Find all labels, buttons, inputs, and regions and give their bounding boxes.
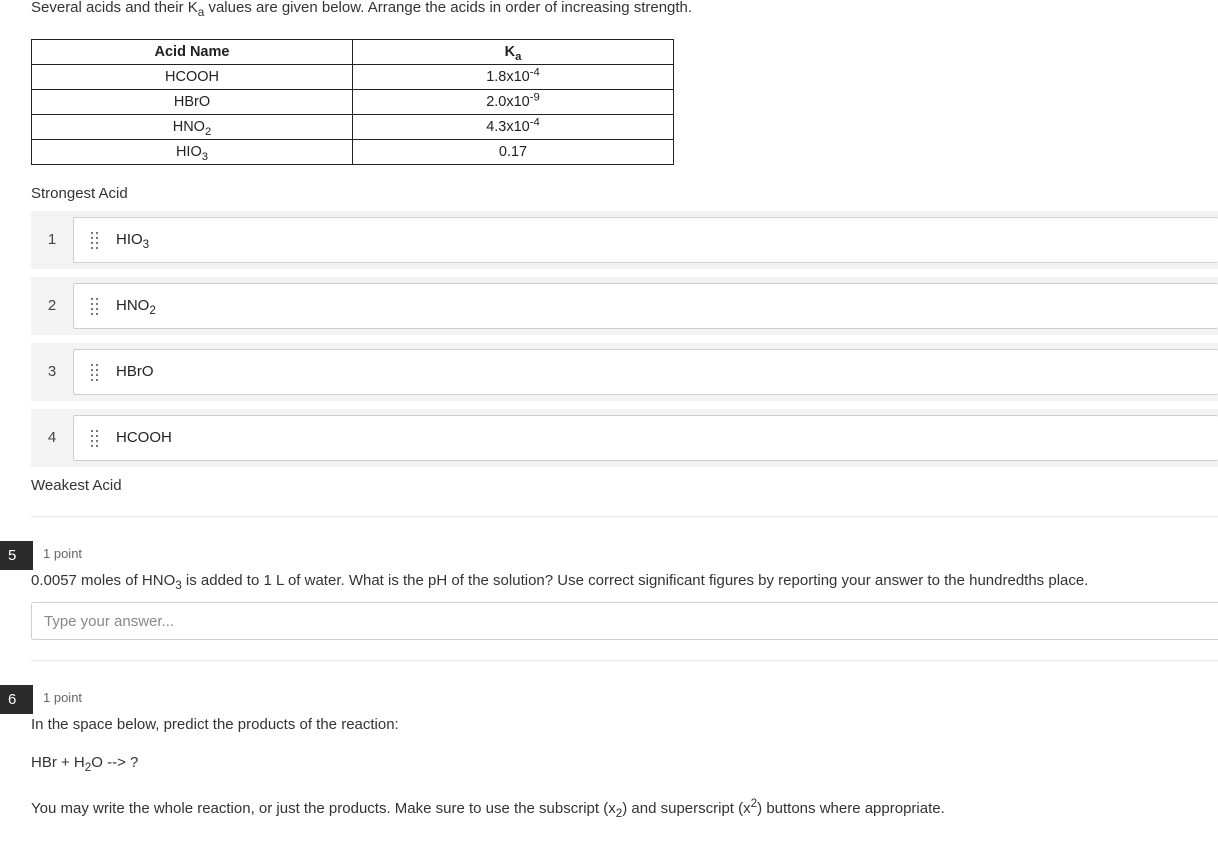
answer-input[interactable] — [31, 602, 1218, 640]
draggable-item-label: $HIO_3$ — [116, 231, 150, 252]
question-divider — [31, 660, 1218, 661]
question-intro: Several acids and their $K_a$ values are given below. Arrange the acids in order of increasing strength. — [31, 0, 693, 20]
ranking-row — [31, 343, 1218, 401]
drag-handle-icon[interactable] — [91, 364, 99, 380]
header-ka: $K_a$ — [353, 40, 674, 65]
draggable-item-hcooh[interactable] — [73, 415, 1218, 461]
question-divider — [31, 516, 1218, 517]
drag-handle-icon[interactable] — [91, 232, 99, 248]
ranking-row — [31, 277, 1218, 335]
table-row — [32, 90, 674, 115]
acid-name-cell: HCOOH — [32, 65, 353, 90]
draggable-item-hbro[interactable] — [73, 349, 1218, 395]
question-instructions: You may write the whole reaction, or just the products. Make sure to use the subscript $(x_2)$ and superscript $(x^2)$ buttons where appropriate. — [31, 797, 945, 821]
ranking-row — [31, 409, 1218, 467]
table-row — [32, 140, 674, 165]
ranking-row — [31, 211, 1218, 269]
question-text: In the space below, predict the products of the reaction: — [31, 716, 399, 733]
question-number-badge: 6 — [0, 685, 33, 714]
draggable-item-hio3[interactable] — [73, 217, 1218, 263]
rank-number: 3 — [47, 363, 57, 380]
ka-cell: 0.17 — [353, 140, 674, 165]
acid-name-cell: $HNO_2$ — [32, 115, 353, 140]
table-row — [32, 65, 674, 90]
reaction-equation: HBr + $H_2O$ --> ? — [31, 754, 139, 775]
rank-number: 2 — [47, 297, 57, 314]
strongest-acid-label: Strongest Acid — [31, 185, 128, 202]
table-header-row — [32, 40, 674, 65]
rank-number: 4 — [47, 429, 57, 446]
header-acid-name: Acid Name — [32, 40, 353, 65]
drag-handle-icon[interactable] — [91, 430, 99, 446]
question-text: 0.0057 moles of $HNO_3$ is added to 1 L of water. What is the pH of the solution? Use correct significant figures by reporting your answer to the hundredths place. — [31, 572, 1089, 593]
drag-handle-icon[interactable] — [91, 298, 99, 314]
draggable-item-hno2[interactable] — [73, 283, 1218, 329]
question-points: 1 point — [43, 546, 83, 561]
weakest-acid-label: Weakest Acid — [31, 477, 122, 494]
ka-cell: $2.0x10^{-9}$ — [353, 90, 674, 115]
acid-name-cell: $HIO_3$ — [32, 140, 353, 165]
table-row — [32, 115, 674, 140]
draggable-item-label: $HNO_2$ — [116, 297, 156, 318]
rank-number: 1 — [47, 231, 57, 248]
acid-table — [31, 39, 674, 165]
draggable-item-label: HBrO — [116, 363, 154, 380]
draggable-item-label: HCOOH — [116, 429, 172, 446]
question-points: 1 point — [43, 690, 83, 705]
acid-name-cell: HBrO — [32, 90, 353, 115]
question-number-badge: 5 — [0, 541, 33, 570]
ka-cell: $4.3x10^{-4}$ — [353, 115, 674, 140]
ka-cell: $1.8x10^{-4}$ — [353, 65, 674, 90]
